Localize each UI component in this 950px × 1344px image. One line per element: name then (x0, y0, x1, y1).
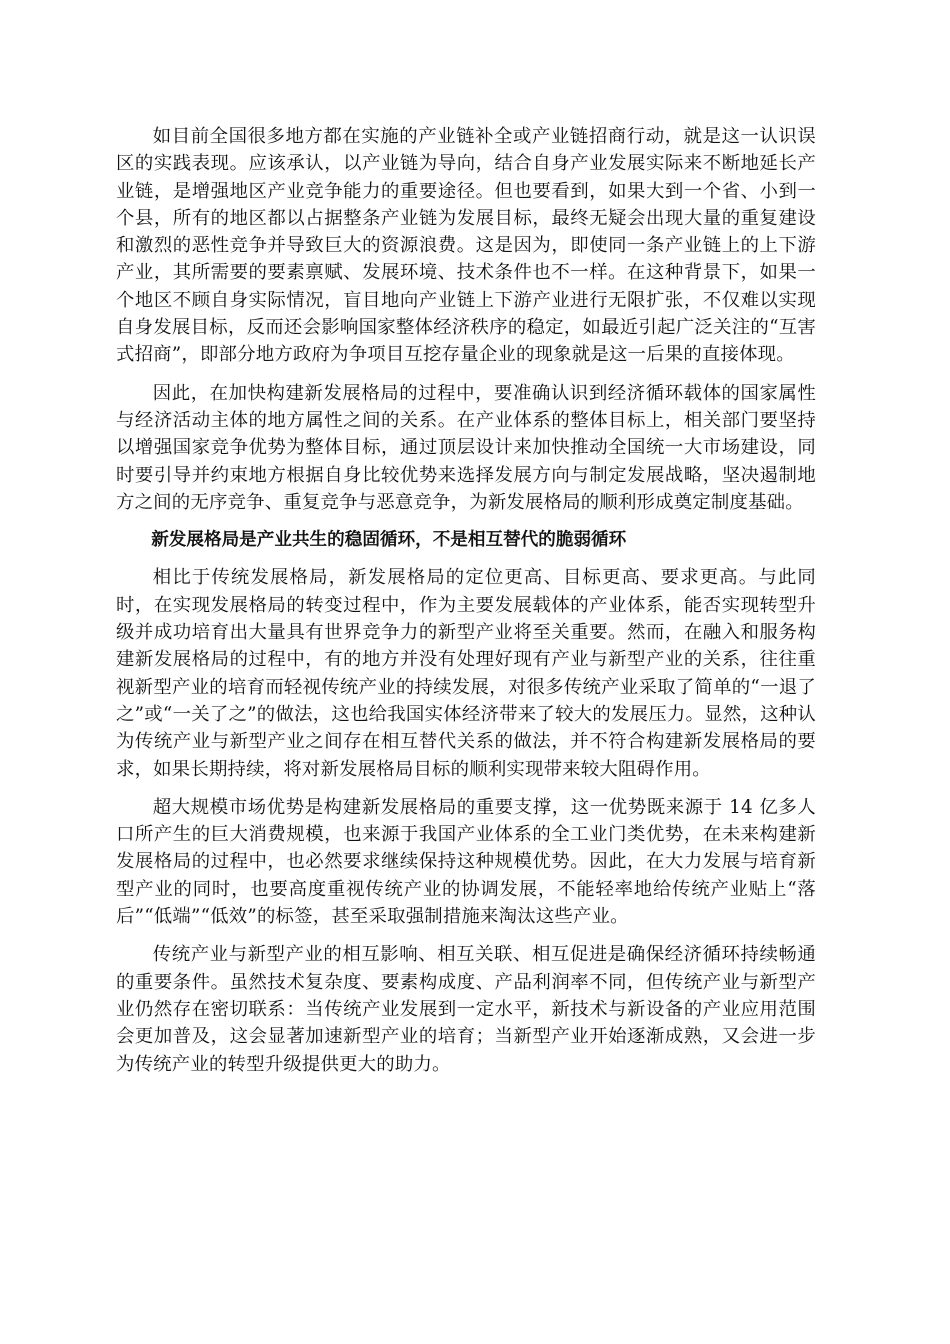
section-heading: 新发展格局是产业共生的稳固循环，不是相互替代的脆弱循环 (151, 530, 627, 551)
paragraph-national-local-relationship: 因此，在加快构建新发展格局的过程中，要准确认识到经济循环载体的国家属性与经济活动主体的地方属性之间的关系。在产业体系的整体目标上，相关部门要坚持以增强国家竞争优势为整体目标，通过顶层设计来加快推动全国统一大市场建设，同时要引导并约束地方根据自身比较优势来选择发展方向与制定发展战略，坚决遏制地方之间的无序竞争、重复竞争与恶意竞争，为新发展格局的顺利形成奠定制度基础。 (116, 382, 816, 513)
paragraph-industry-chain-misconception: 如目前全国很多地方都在实施的产业链补全或产业链招商行动，就是这一认识误区的实践表现。应该承认，以产业链为导向，结合自身产业发展实际来不断地延长产业链，是增强地区产业竞争能力的重要途径。但也要看到，如果大到一个省、小到一个县，所有的地区都以占据整条产业链为发展目标，最终无疑会出现大量的重复建设和激烈的恶性竞争并导致巨大的资源浪费。这是因为，即使同一条产业链上的上下游产业，其所需要的要素禀赋、发展环境、技术条件也不一样。在这种背景下，如果一个地区不顾自身实际情况，盲目地向产业链上下游产业进行无限扩张，不仅难以实现自身发展目标，反而还会影响国家整体经济秩序的稳定，如最近引起广泛关注的“互害式招商”，即部分地方政府为争项目互挖存量企业的现象就是这一后果的直接体现。 (116, 126, 816, 366)
paragraph-market-scale-advantage: 超大规模市场优势是构建新发展格局的重要支撑，这一优势既来源于 14 亿多人口所产生的巨大消费规模，也来源于我国产业体系的全工业门类优势，在未来构建新发展格局的过程中，也必然要求继续保持这种规模优势。因此，在大力发展与培育新型产业的同时，也要高度重视传统产业的协调发展，不能轻率地给传统产业贴上“落后”“低端”“低效”的标签，甚至采取强制措施来淘汰这些产业。 (116, 796, 816, 928)
paragraph-new-development-pattern: 相比于传统发展格局，新发展格局的定位更高、目标更高、要求更高。与此同时，在实现发展格局的转变过程中，作为主要发展载体的产业体系，能否实现转型升级并成功培育出大量具有世界竞争力的新型产业将至关重要。然而，在融入和服务构建新发展格局的过程中，有的地方并没有处理好现有产业与新型产业的关系，往往重视新型产业的培育而轻视传统产业的持续发展，对很多传统产业采取了简单的“一退了之”或“一关了之”的做法，这也给我国实体经济带来了较大的发展压力。显然，这种认为传统产业与新型产业之间存在相互替代关系的做法，并不符合构建新发展格局的要求，如果长期持续，将对新发展格局目标的顺利实现带来较大阻碍作用。 (116, 567, 816, 780)
document-body (116, 123, 816, 1089)
paragraph-traditional-new-industries: 传统产业与新型产业的相互影响、相互关联、相互促进是确保经济循环持续畅通的重要条件。虽然技术复杂度、要素构成度、产品利润率不同，但传统产业与新型产业仍然存在密切联系：当传统产业发展到一定水平，新技术与新设备的产业应用范围会更加普及，这会显著加速新型产业的培育；当新型产业开始逐渐成熟，又会进一步为传统产业的转型升级提供更大的助力。 (116, 944, 816, 1075)
